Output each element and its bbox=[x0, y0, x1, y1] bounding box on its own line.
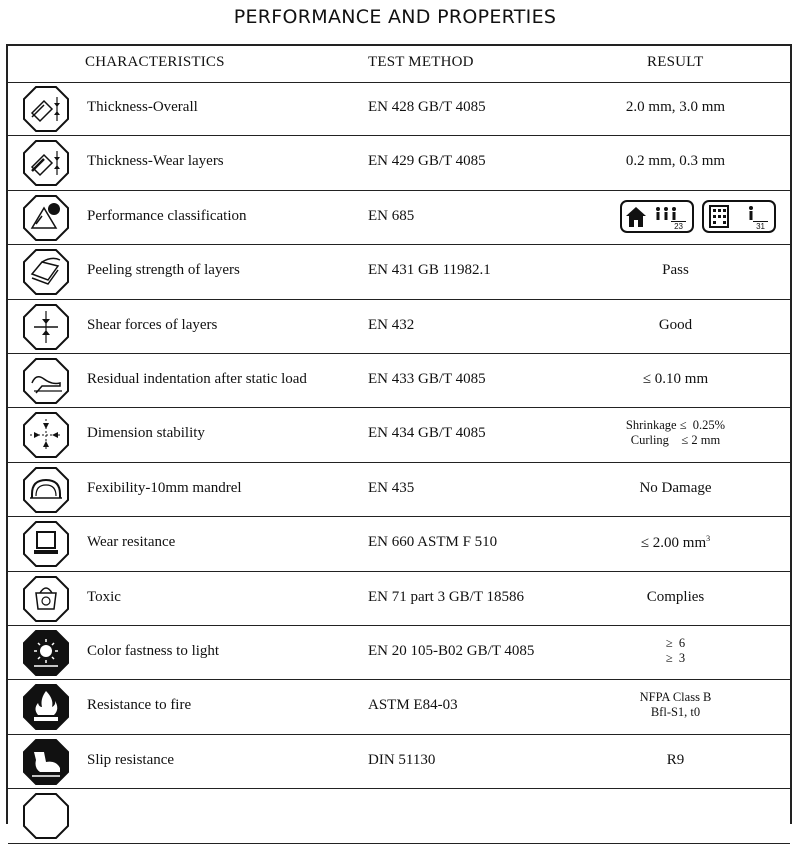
result-line: NFPA Class B bbox=[639, 690, 712, 705]
test-method: DIN 51130 bbox=[368, 751, 436, 768]
result: No Damage bbox=[639, 479, 712, 496]
table-row bbox=[8, 82, 790, 136]
characteristic: Resistance to fire bbox=[87, 697, 192, 714]
table-row bbox=[8, 626, 790, 680]
characteristic: Thickness-Overall bbox=[87, 99, 198, 115]
result: ≤ 0.10 mm bbox=[642, 371, 709, 387]
badge-value: 23 bbox=[671, 221, 686, 231]
result-line: Shrinkage ≤ 0.25% bbox=[625, 418, 726, 433]
test-method: ASTM E84-03 bbox=[368, 697, 458, 714]
thickness-icon bbox=[22, 85, 70, 133]
characteristic: Color fastness to light bbox=[87, 643, 220, 659]
characteristic: Fexibility-10mm mandrel bbox=[87, 479, 242, 496]
toxic-icon bbox=[22, 575, 70, 623]
test-method: EN 432 bbox=[368, 316, 415, 333]
result: Complies bbox=[646, 588, 705, 605]
header-result: RESULT bbox=[647, 54, 704, 70]
properties-table bbox=[6, 44, 792, 824]
characteristic: Wear resitance bbox=[87, 534, 176, 551]
table-row bbox=[8, 517, 790, 571]
result bbox=[548, 534, 800, 552]
table-header bbox=[8, 46, 790, 83]
characteristic: Thickness-Wear layers bbox=[87, 153, 224, 170]
characteristic: Peeling strength of layers bbox=[87, 262, 240, 279]
slip-icon bbox=[22, 738, 70, 786]
wear-resistance-icon bbox=[22, 520, 70, 568]
result: 0.2 mm, 0.3 mm bbox=[625, 153, 726, 170]
result-value: ≤ 2.00 mm bbox=[640, 535, 707, 552]
sun-icon bbox=[22, 629, 70, 677]
mandrel-icon bbox=[22, 466, 70, 514]
shear-force-icon bbox=[22, 303, 70, 351]
result-line: ≥ 3 bbox=[665, 651, 686, 665]
table-row bbox=[8, 300, 790, 354]
table-row bbox=[8, 408, 790, 462]
characteristic: Toxic bbox=[87, 588, 121, 605]
characteristic: Performance classification bbox=[87, 207, 247, 224]
header-characteristics: CHARACTERISTICS bbox=[85, 54, 225, 70]
table-row bbox=[8, 245, 790, 299]
table-row bbox=[8, 789, 790, 843]
result-superscript: 3 bbox=[706, 534, 711, 544]
characteristic: Dimension stability bbox=[87, 425, 205, 442]
result: Good bbox=[658, 316, 693, 333]
dimension-stability-icon bbox=[22, 411, 70, 459]
table-row bbox=[8, 354, 790, 408]
commercial-use-badge bbox=[702, 200, 776, 233]
table-row bbox=[8, 572, 790, 626]
row-icon bbox=[22, 792, 70, 840]
badge-value: 31 bbox=[753, 221, 768, 231]
test-method: EN 431 GB 11982.1 bbox=[368, 262, 491, 279]
result-line: Curling ≤ 2 mm bbox=[630, 433, 721, 448]
test-method: EN 428 GB/T 4085 bbox=[368, 99, 486, 115]
table-row bbox=[8, 680, 790, 734]
characteristic: Shear forces of layers bbox=[87, 316, 218, 333]
high-heel-icon bbox=[22, 357, 70, 405]
header-test-method: TEST METHOD bbox=[368, 54, 474, 70]
characteristic: Residual indentation after static load bbox=[87, 371, 307, 387]
fire-icon bbox=[22, 683, 70, 731]
result-badges bbox=[620, 200, 776, 233]
result-line: ≥ 6 bbox=[665, 636, 686, 650]
test-method: EN 433 GB/T 4085 bbox=[368, 371, 486, 387]
performance-class-icon bbox=[22, 194, 70, 242]
result bbox=[548, 636, 800, 666]
table-row bbox=[8, 463, 790, 517]
table-row bbox=[8, 191, 790, 245]
result: Pass bbox=[662, 262, 689, 279]
test-method: EN 20 105-B02 GB/T 4085 bbox=[368, 643, 535, 659]
characteristic: Slip resistance bbox=[87, 751, 175, 768]
test-method: EN 685 bbox=[368, 207, 415, 224]
table-row bbox=[8, 735, 790, 789]
test-method: EN 434 GB/T 4085 bbox=[368, 425, 486, 442]
test-method: EN 429 GB/T 4085 bbox=[368, 153, 486, 170]
result bbox=[548, 690, 800, 720]
test-method: EN 660 ASTM F 510 bbox=[368, 534, 498, 551]
test-method: EN 435 bbox=[368, 479, 415, 496]
table-row bbox=[8, 136, 790, 190]
result bbox=[548, 418, 800, 448]
result-line: Bfl-S1, t0 bbox=[650, 705, 701, 720]
residential-use-badge bbox=[620, 200, 694, 233]
wear-layer-thickness-icon bbox=[22, 139, 70, 187]
result: 2.0 mm, 3.0 mm bbox=[625, 99, 726, 115]
result: R9 bbox=[666, 751, 685, 768]
page-title: PERFORMANCE AND PROPERTIES bbox=[233, 6, 557, 28]
test-method: EN 71 part 3 GB/T 18586 bbox=[368, 588, 524, 605]
peeling-icon bbox=[22, 248, 70, 296]
